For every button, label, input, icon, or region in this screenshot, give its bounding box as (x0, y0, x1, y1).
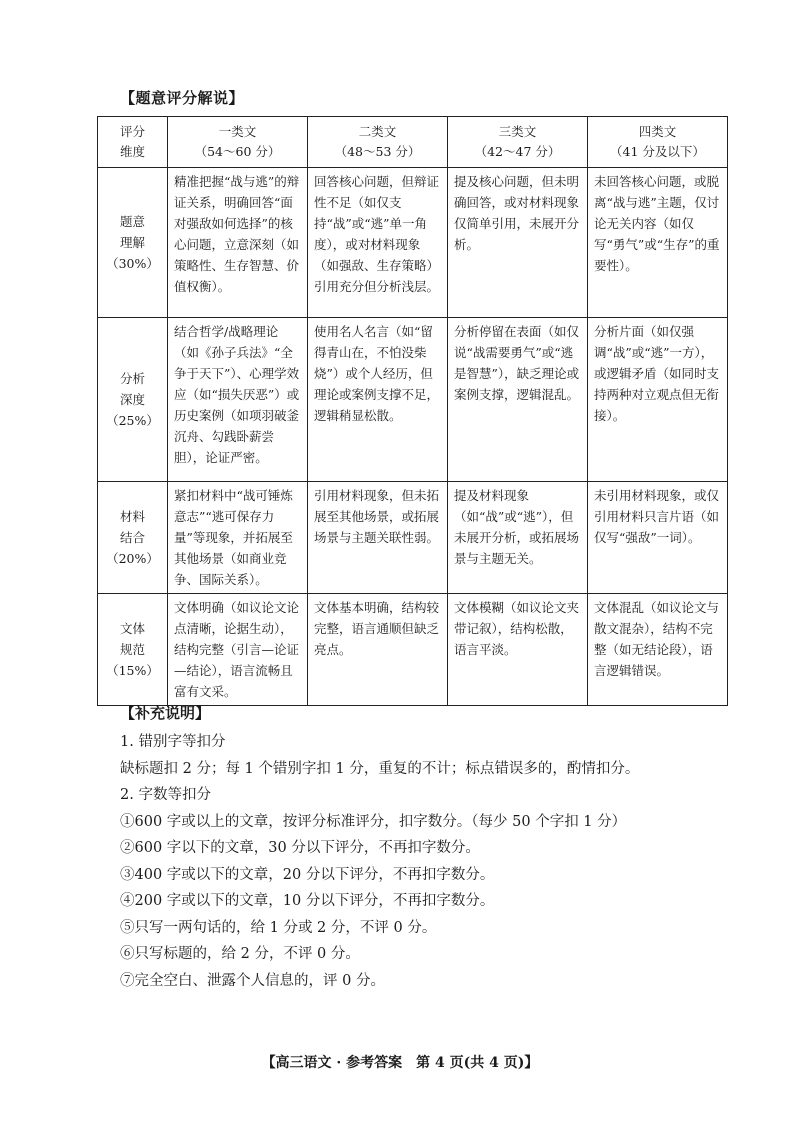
table-cell: 分析片面（如仅强调“战”或“逃”一方），或逻辑矛盾（如同时支持两种对立观点但无衔接）。 (588, 318, 728, 482)
table-cell: 文体基本明确，结构较完整，语言通顺但缺乏亮点。 (308, 594, 448, 706)
row-label-line: （25%） (106, 413, 159, 428)
supplement-line: ⑦完全空白、泄露个人信息的，评 0 分。 (120, 972, 385, 989)
header-class-3 (448, 117, 588, 168)
table-cell: 未回答核心问题，或脱离“战与逃”主题，仅讨论无关内容（如仅写“勇气”或“生存”的重要性）。 (588, 168, 728, 318)
table-cell: 结合哲学/战略理论（如《孙子兵法》“全争于天下”）、心理学效应（如“损失厌恶”）或历史案例（如项羽破釜沉舟、勾践卧薪尝胆），论证严密。 (168, 318, 308, 482)
header-line: 三类文 (498, 124, 537, 139)
table-cell: 提及材料现象（如“战”或“逃”），但未展开分析，或拓展场景与主题无关。 (448, 482, 588, 594)
header-class-2 (308, 117, 448, 168)
header-line: （48～53 分） (334, 144, 421, 159)
supplement-line: ④200 字或以下的文章，10 分以下评分，不再扣字数分。 (120, 893, 495, 909)
row-label-line: 规范 (119, 642, 145, 657)
table-cell: 引用材料现象，但未拓展至其他场景，或拓展场景与主题关联性弱。 (308, 482, 448, 594)
supplement-section (120, 702, 720, 994)
table-cell: 文体明确（如议论文论点清晰，论据生动），结构完整（引言—论证—结论），语言流畅且富有文采。 (168, 594, 308, 706)
header-line: （41 分及以下） (610, 144, 705, 159)
supplement-line: ⑥只写标题的，给 2 分，不评 0 分。 (120, 946, 360, 962)
supplement-line: ⑤只写一两句话的，给 1 分或 2 分，不评 0 分。 (120, 919, 437, 936)
row-label-line: 文体 (119, 621, 145, 636)
row-label-line: （20%） (106, 551, 159, 566)
table-header-row (98, 117, 728, 168)
header-line: 四类文 (638, 124, 677, 139)
supplement-line: ②600 字以下的文章，30 分以下评分，不再扣字数分。 (120, 840, 480, 856)
supplement-line: 2. 字数等扣分 (120, 787, 211, 803)
row-label (98, 594, 168, 706)
header-line: 维度 (119, 144, 145, 159)
supplement-line: 缺标题扣 2 分；每 1 个错别字扣 1 分，重复的不计；标点错误多的，酌情扣分。 (120, 760, 640, 777)
row-label (98, 482, 168, 594)
table-row (98, 594, 728, 706)
header-line: 评分 (119, 124, 145, 139)
table-cell: 回答核心问题，但辩证性不足（如仅支持“战”或“逃”单一角度），或对材料现象（如强敌、生存策略）引用充分但分析浅层。 (308, 168, 448, 318)
row-label-line: 理解 (119, 235, 145, 250)
table-row (98, 318, 728, 482)
row-label-line: （30%） (106, 256, 159, 271)
table-cell: 精准把握“战与逃”的辩证关系，明确回答“面对强敌如何选择”的核心问题，立意深刻（如策略性、生存智慧、价值权衡）。 (168, 168, 308, 318)
row-label (98, 168, 168, 318)
section-title: 【题意评分解说】 (120, 89, 245, 107)
header-class-4 (588, 117, 728, 168)
table-cell: 文体模糊（如议论文夹带记叙），结构松散，语言平淡。 (448, 594, 588, 706)
table-row (98, 482, 728, 594)
supplement-line: ①600 字或以上的文章，按评分标准评分，扣字数分。（每少 50 个字扣 1 分） (120, 813, 627, 830)
table-cell: 未引用材料现象，或仅引用材料只言片语（如仅写“强敌”一词）。 (588, 482, 728, 594)
row-label-line: 材料 (119, 509, 145, 524)
header-line: 二类文 (358, 124, 397, 139)
page-footer: 【高三语文 · 参考答案 第 4 页(共 4 页)】 (261, 1055, 539, 1071)
table-cell: 提及核心问题，但未明确回答，或对材料现象仅简单引用，未展开分析。 (448, 168, 588, 318)
header-class-1 (168, 117, 308, 168)
table-cell: 分析停留在表面（如仅说“战需要勇气”或“逃是智慧”），缺乏理论或案例支撑，逻辑混乱。 (448, 318, 588, 482)
header-line: 一类文 (218, 124, 257, 139)
supplement-title: 【补充说明】 (120, 704, 211, 722)
supplement-line: ③400 字或以下的文章，20 分以下评分，不再扣字数分。 (120, 866, 495, 883)
header-dimension (98, 117, 168, 168)
row-label-line: 结合 (119, 530, 145, 545)
row-label-line: （15%） (106, 663, 159, 678)
table-cell: 使用名人名言（如“留得青山在，不怕没柴烧”）或个人经历，但理论或案例支撑不足，逻辑稍显松散。 (308, 318, 448, 482)
supplement-line: 1. 错别字等扣分 (120, 734, 226, 750)
row-label-line: 题意 (119, 214, 145, 229)
header-line: （54～60 分） (194, 144, 281, 159)
scoring-table (97, 116, 728, 706)
row-label (98, 318, 168, 482)
table-cell: 文体混乱（如议论文与散文混杂），结构不完整（如无结论段），语言逻辑错误。 (588, 594, 728, 706)
header-line: （42～47 分） (474, 144, 561, 159)
table-row (98, 168, 728, 318)
table-cell: 紧扣材料中“战可锤炼意志”“逃可保存力量”等现象，并拓展至其他场景（如商业竞争、国际关系）。 (168, 482, 308, 594)
row-label-line: 分析 (119, 371, 145, 386)
row-label-line: 深度 (119, 392, 145, 407)
